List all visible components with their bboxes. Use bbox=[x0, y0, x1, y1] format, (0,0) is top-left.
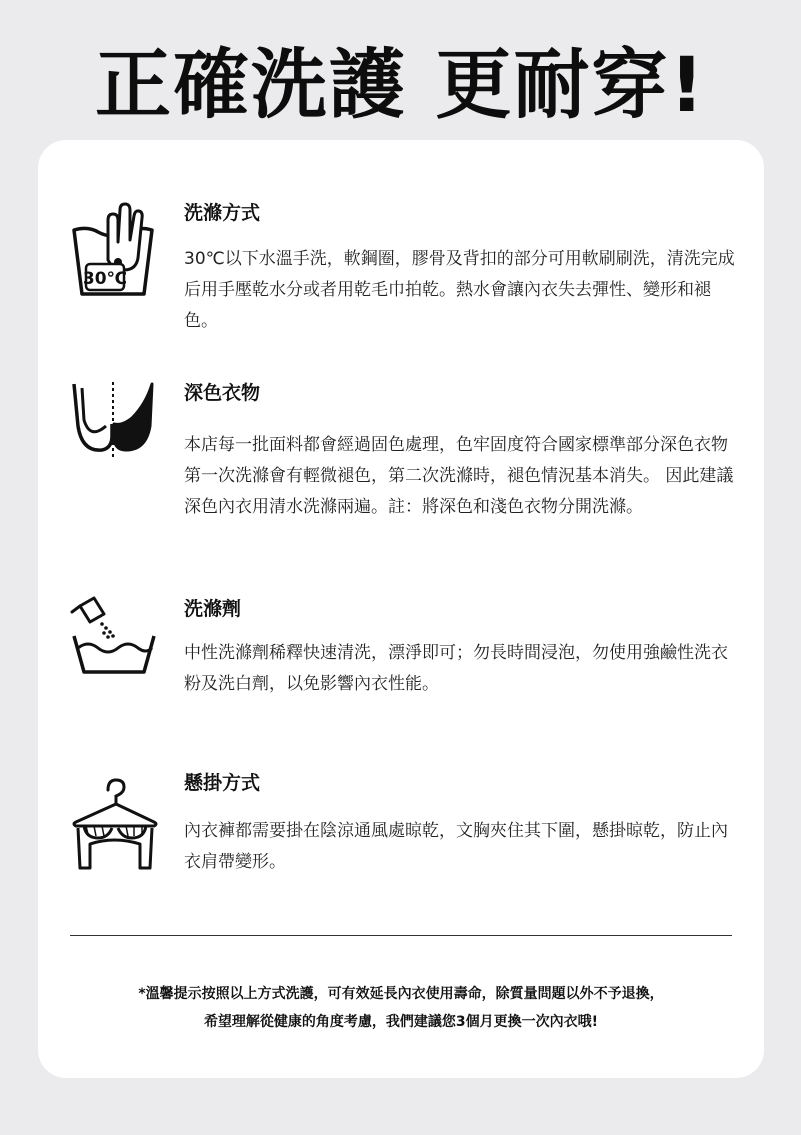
dark-bra-icon bbox=[68, 380, 158, 470]
section-dark-clothing bbox=[38, 380, 764, 560]
section-body: 30℃以下水溫手洗，軟鋼圈，膠骨及背扣的部分可用軟刷刷洗，清洗完成后用手壓乾水分或者用乾毛巾拍乾。熱水會讓內衣失去彈性、變形和褪色。 bbox=[184, 249, 735, 331]
section-body: 中性洗滌劑稀釋快速清洗，漂淨即可；勿長時間浸泡，勿使用強鹼性洗衣粉及洗白劑，以免影響內衣性能。 bbox=[184, 643, 728, 694]
section-title: 懸掛方式 bbox=[184, 772, 261, 794]
section-title: 深色衣物 bbox=[184, 382, 261, 404]
footnote-line-1: *溫馨提示按照以上方式洗護，可有效延長內衣使用壽命，除質量問題以外不予退換， bbox=[138, 986, 664, 1002]
hand-wash-30c-icon bbox=[68, 200, 158, 290]
care-instructions-card bbox=[38, 140, 764, 1078]
footnote bbox=[38, 980, 764, 1036]
section-body: 本店每一批面料都會經過固色處理，色牢固度符合國家標準部分深色衣物第一次洗滌會有輕微褪色，第二次洗滌時，褪色情況基本消失。 因此建議深色內衣用清水洗滌兩遍。註：將深色和淺色衣物分開洗滌。 bbox=[184, 435, 734, 517]
section-title: 洗滌劑 bbox=[184, 598, 242, 620]
page-headline: 正確洗護 更耐穿! bbox=[94, 40, 707, 129]
divider bbox=[70, 935, 732, 936]
hanger-icon bbox=[68, 776, 158, 866]
detergent-basin-icon bbox=[68, 596, 158, 686]
temperature-label: 30℃ bbox=[82, 269, 128, 289]
footnote-line-2: 希望理解從健康的角度考慮，我們建議您3個月更換一次內衣哦! bbox=[203, 1014, 599, 1030]
section-detergent bbox=[38, 596, 764, 716]
section-washing-method bbox=[38, 200, 764, 350]
section-title: 洗滌方式 bbox=[184, 202, 261, 224]
section-hanging-method bbox=[38, 770, 764, 900]
section-body: 內衣褲都需要掛在陰涼通風處晾乾，文胸夾住其下圍，懸掛晾乾，防止內衣肩帶變形。 bbox=[184, 821, 728, 872]
